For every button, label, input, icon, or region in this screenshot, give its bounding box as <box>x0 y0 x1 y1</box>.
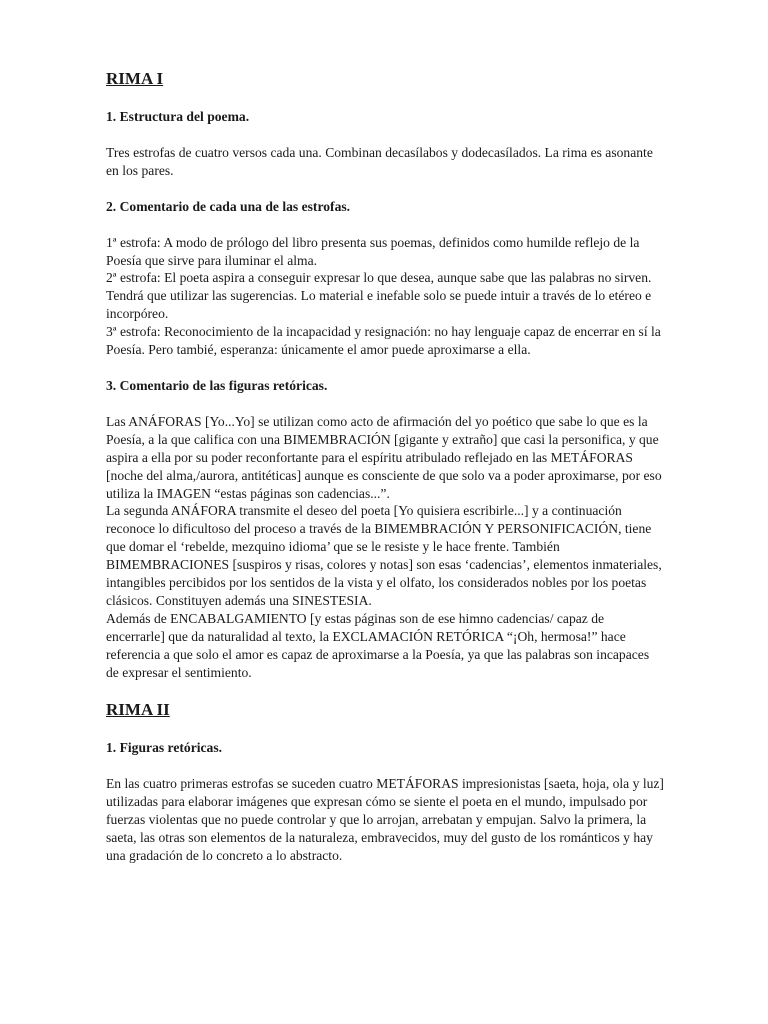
rima-1-stanza-1-comment: 1ª estrofa: A modo de prólogo del libro presenta sus poemas, definidos como humilde reflejo de la Poesía que sirve para iluminar el alma. <box>106 234 640 268</box>
rima-1-section-2-heading: 2. Comentario de cada una de las estrofas. <box>106 198 351 214</box>
rima-1-figures-paragraph-1: Las ANÁFORAS [Yo...Yo] se utilizan como acto de afirmación del yo poético que sabe lo que es la Poesía, a la que califica con una BIMEMBRACIÓN [gigante y extraño] que casi la personifica, y que aspira a ella por su poder reconfortante para el espíritu atribulado reflejado en las METÁFORAS [noche del alma,/aurora, antitéticas] aunque es consciente de que solo va a poder aproximarse, por eso utiliza la IMAGEN “estas páginas son cadencias...”. <box>106 413 662 501</box>
rima-1-stanza-3-comment: 3ª estrofa: Reconocimiento de la incapacidad y resignación: no hay lenguaje capaz de encerrar en sí la Poesía. Pero tambié, esperanza: únicamente el amor puede aproximarse a ella. <box>106 324 661 358</box>
rima-1-section-1-heading: 1. Estructura del poema. <box>106 109 250 124</box>
rima-1-figures-paragraph-2: La segunda ANÁFORA transmite el deseo del poeta [Yo quisiera escribirle...] y a continuación reconoce lo dificultoso del proceso a través de la BIMEMBRACIÓN Y PERSONIFICACIÓN, tiene que domar el ‘rebelde, mezquino idioma’ que se le resiste y le hace frente. También BIMEMBRACIONES [suspiros y risas, colores y notas] son esas ‘cadencias’, elementos inmateriales, intangibles percibidos por los sentidos de la vista y el olfato, los considerados nobles por los poetas clásicos. Constituyen además una SINESTESIA. <box>106 503 662 608</box>
rima-1-section-3-heading: 3. Comentario de las figuras retóricas. <box>106 377 328 393</box>
document-page <box>106 68 664 865</box>
rima-1-figures-paragraph-3: Además de ENCABALGAMIENTO [y estas páginas son de ese himno cadencias/ capaz de encerrarle] que da naturalidad al texto, la EXCLAMACIÓN RETÓRICA “¡Oh, hermosa!” hace referencia a que solo el amor es capaz de aproximarse a la Poesía, ya que las palabras son incapaces de expresar el sentimiento. <box>106 610 650 680</box>
rima-1-title: RIMA I <box>106 69 164 88</box>
rima-2-title: RIMA II <box>106 700 170 720</box>
rima-2-section-1-text: En las cuatro primeras estrofas se suceden cuatro METÁFORAS impresionistas [saeta, hoja, ola y luz] utilizadas para elaborar imágenes que expresan cómo se siente el poeta en el mundo, impulsado por fuerzas violentas que no puede controlar y que lo arrojan, arrebatan y empujan. Salvo la primera, la saeta, las otras son elementos de la naturaleza, embravecidos, muy del gusto de los románticos y hay una gradación de lo concreto a lo abstracto. <box>106 776 664 863</box>
rima-1-section-1-text: Tres estrofas de cuatro versos cada una. Combinan decasílabos y dodecasílados. La rima es asonante en los pares. <box>106 144 653 178</box>
rima-1-stanza-2-comment: 2ª estrofa: El poeta aspira a conseguir expresar lo que desea, aunque sabe que las palabras no sirven. Tendrá que utilizar las sugerencias. Lo material e inefable solo se puede intuir a través de lo etéreo e incorpóreo. <box>106 270 652 322</box>
rima-2-section-1-heading: 1. Figuras retóricas. <box>106 740 223 756</box>
